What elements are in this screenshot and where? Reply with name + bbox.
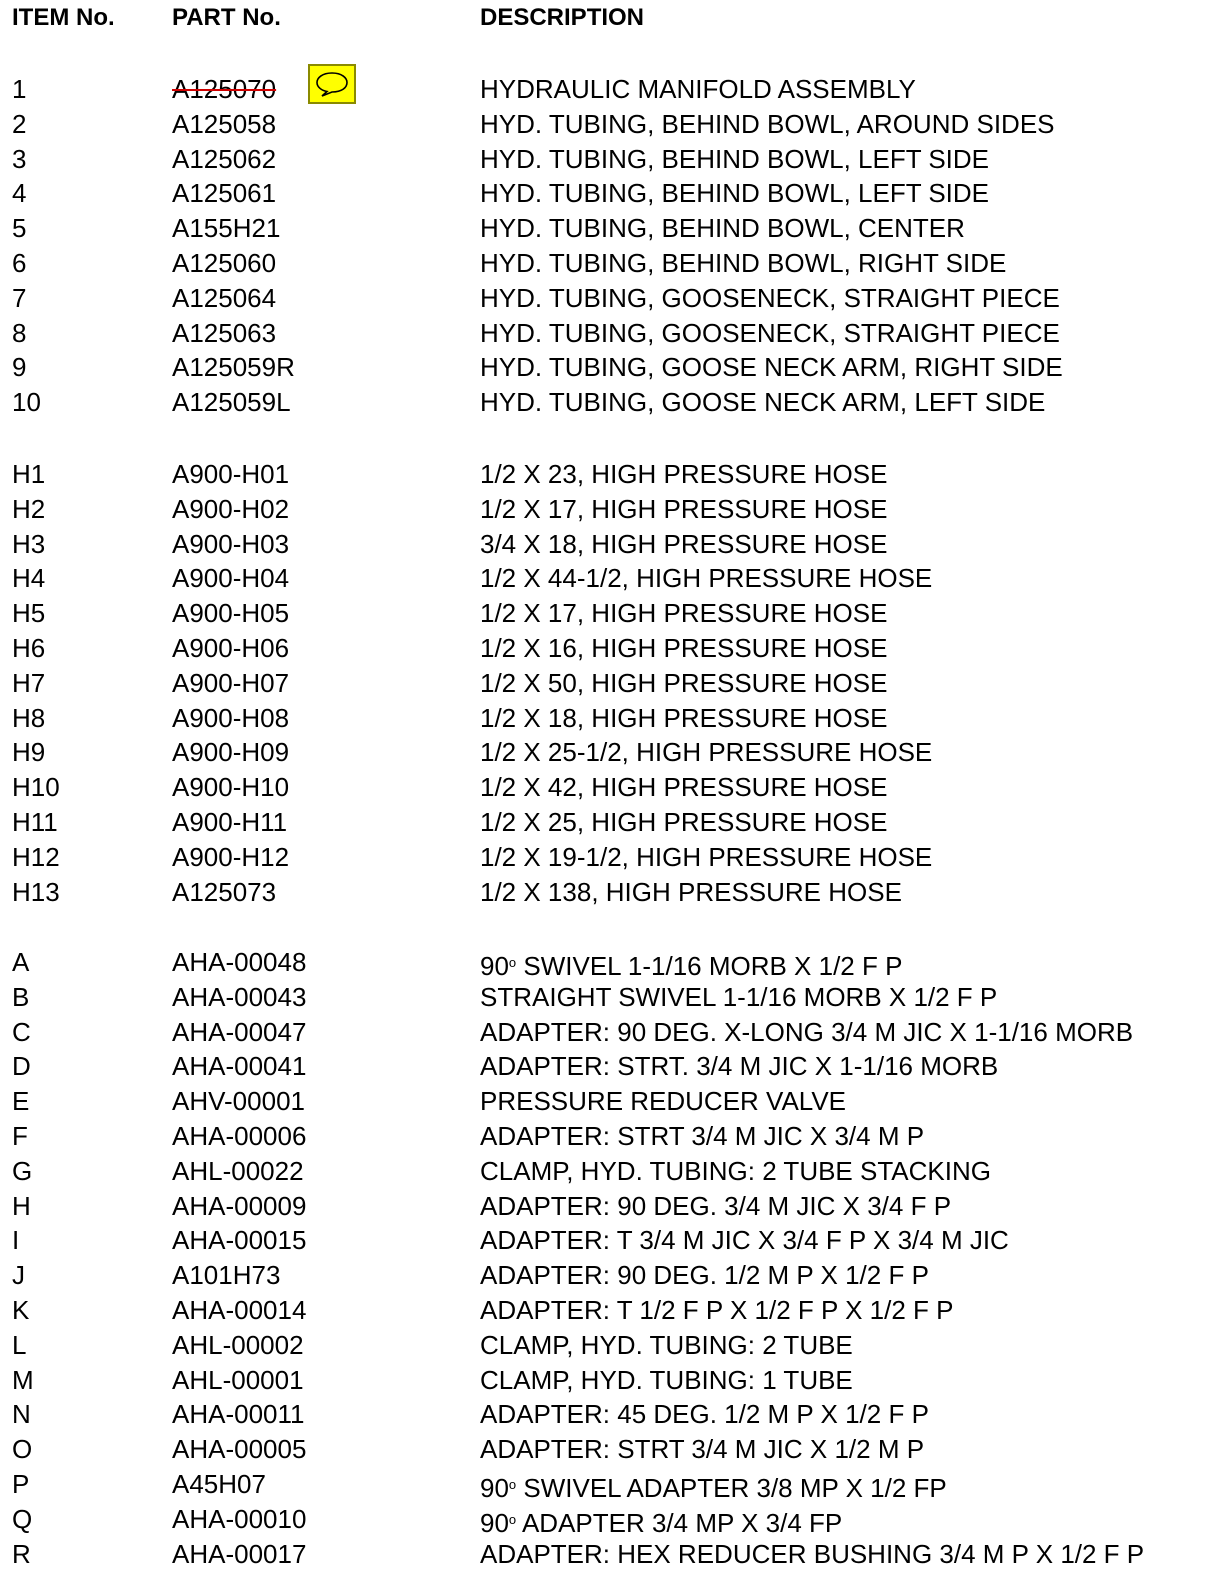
description-text: SWIVEL 1-1/16 MORB X 1/2 F P	[516, 951, 903, 981]
description-cell: 1/2 X 50, HIGH PRESSURE HOSE	[480, 667, 888, 698]
item-no-cell: H4	[12, 563, 46, 594]
item-no-cell: H10	[12, 772, 60, 803]
description-cell: HYD. TUBING, GOOSE NECK ARM, LEFT SIDE	[480, 387, 1046, 418]
description-cell: ADAPTER: STRT. 3/4 M JIC X 1-1/16 MORB	[480, 1051, 999, 1082]
table-row	[0, 1328, 1232, 1363]
description-cell: PRESSURE REDUCER VALVE	[480, 1086, 847, 1117]
description-cell: 1/2 X 17, HIGH PRESSURE HOSE	[480, 493, 888, 524]
description-cell: HYD. TUBING, GOOSE NECK ARM, RIGHT SIDE	[480, 352, 1063, 383]
table-row	[0, 1258, 1232, 1293]
table-row	[0, 72, 1232, 107]
table-row	[0, 561, 1232, 596]
degree-symbol: o	[508, 1477, 517, 1492]
description-cell: CLAMP, HYD. TUBING: 2 TUBE	[480, 1329, 853, 1360]
description-cell: 1/2 X 19-1/2, HIGH PRESSURE HOSE	[480, 841, 933, 872]
table-row	[0, 1084, 1232, 1119]
description-cell: 3/4 X 18, HIGH PRESSURE HOSE	[480, 528, 888, 559]
description-cell: 1/2 X 23, HIGH PRESSURE HOSE	[480, 459, 888, 489]
item-no-cell: R	[12, 1538, 31, 1569]
item-no-cell: H8	[12, 702, 46, 733]
description-cell	[480, 1467, 947, 1506]
item-no-cell: H9	[12, 737, 46, 768]
item-no-cell: 3	[12, 143, 27, 174]
description-cell: HYD. TUBING, BEHIND BOWL, LEFT SIDE	[480, 143, 990, 174]
table-header	[0, 4, 1232, 38]
table-row	[0, 1432, 1232, 1467]
item-no-cell: C	[12, 1016, 31, 1047]
part-no-cell: AHA-00041	[172, 1051, 307, 1082]
item-no-cell: H13	[12, 876, 60, 907]
description-cell: HYD. TUBING, GOOSENECK, STRAIGHT PIECE	[480, 317, 1060, 348]
item-no-cell: 2	[12, 108, 27, 139]
table-row	[0, 1502, 1232, 1537]
description-cell: 1/2 X 18, HIGH PRESSURE HOSE	[480, 702, 888, 733]
table-row	[0, 840, 1232, 875]
item-no-cell: B	[12, 981, 30, 1012]
item-no-cell: K	[12, 1295, 30, 1325]
header-item-no: ITEM No.	[12, 4, 115, 31]
description-cell: 1/2 X 42, HIGH PRESSURE HOSE	[480, 772, 888, 803]
table-row	[0, 316, 1232, 351]
part-no-cell: A900-H08	[172, 702, 290, 733]
part-no-cell: A125062	[172, 143, 277, 174]
item-no-cell: H11	[12, 807, 58, 837]
description-text: SWIVEL ADAPTER 3/8 MP X 1/2 FP	[516, 1473, 947, 1503]
description-cell: ADAPTER: STRT 3/4 M JIC X 3/4 M P	[480, 1121, 925, 1151]
description-text: ADAPTER 3/4 MP X 3/4 FP	[516, 1507, 843, 1538]
description-prefix: 90	[480, 1507, 509, 1538]
part-no-cell: AHL-00002	[172, 1329, 304, 1360]
description-cell: ADAPTER: HEX REDUCER BUSHING 3/4 M P X 1/2 F P	[480, 1538, 1145, 1569]
description-cell: HYD. TUBING, BEHIND BOWL, RIGHT SIDE	[480, 248, 1007, 278]
description-cell: HYD. TUBING, GOOSENECK, STRAIGHT PIECE	[480, 282, 1060, 313]
item-no-cell: H12	[12, 841, 60, 872]
part-no-cell: A900-H06	[172, 633, 290, 663]
table-row	[0, 246, 1232, 281]
part-no-cell: A125064	[172, 282, 277, 313]
item-no-cell: Q	[12, 1503, 33, 1534]
table-row	[0, 385, 1232, 420]
table-row	[0, 281, 1232, 316]
description-cell: ADAPTER: 90 DEG. 3/4 M JIC X 3/4 F P	[480, 1190, 952, 1221]
part-no-cell: AHA-00006	[172, 1121, 307, 1151]
table-row	[0, 1119, 1232, 1154]
description-cell: 1/2 X 138, HIGH PRESSURE HOSE	[480, 876, 902, 907]
description-cell: 1/2 X 25, HIGH PRESSURE HOSE	[480, 807, 888, 837]
part-no-cell: A900-H05	[172, 598, 290, 629]
degree-symbol: o	[508, 955, 517, 970]
item-no-cell: 4	[12, 178, 27, 209]
part-no-cell: A125070	[172, 74, 277, 104]
description-prefix: 90	[480, 1473, 509, 1503]
item-no-cell: A	[12, 947, 30, 977]
item-no-cell: H	[12, 1190, 31, 1221]
table-row	[0, 1049, 1232, 1084]
table-row	[0, 492, 1232, 527]
part-no-cell: AHA-00048	[172, 947, 307, 977]
description-cell	[480, 945, 902, 984]
item-no-cell: H6	[12, 633, 46, 663]
part-no-cell: A125058	[172, 108, 277, 139]
item-no-cell: N	[12, 1399, 31, 1430]
table-row	[0, 1154, 1232, 1189]
part-no-cell: A900-H07	[172, 667, 290, 698]
description-cell: HYD. TUBING, BEHIND BOWL, LEFT SIDE	[480, 178, 990, 209]
part-no-cell: A125061	[172, 178, 277, 209]
item-no-cell: I	[12, 1225, 20, 1256]
table-row	[0, 457, 1232, 492]
table-row	[0, 701, 1232, 736]
table-row	[0, 1189, 1232, 1224]
description-cell: CLAMP, HYD. TUBING: 1 TUBE	[480, 1364, 853, 1395]
description-cell: ADAPTER: 90 DEG. X-LONG 3/4 M JIC X 1-1/16 MORB	[480, 1016, 1134, 1047]
part-no-cell: A125059R	[172, 352, 295, 383]
table-row	[0, 1223, 1232, 1258]
item-no-cell: 7	[12, 282, 27, 313]
part-no-cell: AHV-00001	[172, 1086, 305, 1117]
table-row	[0, 1537, 1232, 1572]
part-no-cell: A900-H04	[172, 563, 290, 594]
item-no-cell: M	[12, 1364, 34, 1395]
part-no-cell: A900-H12	[172, 841, 290, 872]
description-cell: 1/2 X 16, HIGH PRESSURE HOSE	[480, 633, 888, 663]
table-row	[0, 1467, 1232, 1502]
item-no-cell: 8	[12, 317, 27, 348]
table-row	[0, 1293, 1232, 1328]
description-cell: 1/2 X 44-1/2, HIGH PRESSURE HOSE	[480, 563, 933, 594]
item-no-cell: E	[12, 1086, 30, 1117]
description-cell: 1/2 X 17, HIGH PRESSURE HOSE	[480, 598, 888, 629]
part-no-cell: A101H73	[172, 1260, 281, 1291]
item-no-cell: L	[12, 1329, 27, 1360]
description-cell: STRAIGHT SWIVEL 1-1/16 MORB X 1/2 F P	[480, 981, 998, 1012]
part-no-cell: AHA-00017	[172, 1538, 307, 1569]
item-no-cell: H7	[12, 667, 46, 698]
part-no-cell: AHA-00011	[172, 1399, 305, 1430]
part-no-cell: A900-H03	[172, 528, 290, 559]
part-no-cell: AHA-00010	[172, 1503, 307, 1534]
table-row	[0, 107, 1232, 142]
part-no-cell: A900-H11	[172, 807, 288, 837]
part-no-cell: A155H21	[172, 213, 281, 244]
item-no-cell: P	[12, 1469, 30, 1499]
header-part-no: PART No.	[172, 4, 281, 31]
item-no-cell: J	[12, 1260, 25, 1291]
part-no-cell: A900-H10	[172, 772, 290, 803]
part-no-cell: A900-H01	[172, 459, 290, 489]
item-no-cell: 5	[12, 213, 27, 244]
part-no-cell: AHA-00015	[172, 1225, 307, 1256]
part-no-cell: A125059L	[172, 387, 291, 418]
part-no-cell: A45H07	[172, 1469, 266, 1499]
description-cell: ADAPTER: 90 DEG. 1/2 M P X 1/2 F P	[480, 1260, 929, 1291]
table-row	[0, 142, 1232, 177]
item-no-cell: F	[12, 1121, 28, 1151]
description-cell: ADAPTER: T 3/4 M JIC X 3/4 F P X 3/4 M JIC	[480, 1225, 1009, 1256]
table-row	[0, 350, 1232, 385]
part-no-cell: A900-H09	[172, 737, 290, 768]
item-no-cell: D	[12, 1051, 31, 1082]
table-row	[0, 1015, 1232, 1050]
description-cell: ADAPTER: 45 DEG. 1/2 M P X 1/2 F P	[480, 1399, 929, 1430]
part-no-cell: AHA-00009	[172, 1190, 307, 1221]
item-no-cell: H3	[12, 528, 46, 559]
item-no-cell: H1	[12, 459, 46, 489]
description-cell: ADAPTER: T 1/2 F P X 1/2 F P X 1/2 F P	[480, 1295, 954, 1325]
table-row	[0, 875, 1232, 910]
table-row	[0, 176, 1232, 211]
header-description: DESCRIPTION	[480, 4, 645, 31]
table-row	[0, 980, 1232, 1015]
item-no-cell: 6	[12, 248, 27, 278]
degree-symbol: o	[508, 1511, 517, 1527]
part-no-cell: AHL-00022	[172, 1155, 304, 1186]
part-no-cell: AHA-00014	[172, 1295, 307, 1325]
description-cell: CLAMP, HYD. TUBING: 2 TUBE STACKING	[480, 1155, 991, 1186]
part-no-cell: A900-H02	[172, 493, 290, 524]
item-no-cell: H2	[12, 493, 46, 524]
table-row	[0, 1363, 1232, 1398]
description-cell	[480, 1502, 842, 1541]
item-no-cell: 1	[12, 74, 27, 104]
part-no-cell: AHA-00005	[172, 1434, 307, 1465]
description-cell: HYD. TUBING, BEHIND BOWL, CENTER	[480, 213, 965, 244]
table-row	[0, 596, 1232, 631]
table-row	[0, 770, 1232, 805]
description-cell: HYDRAULIC MANIFOLD ASSEMBLY	[480, 74, 916, 104]
part-no-cell: A125063	[172, 317, 277, 348]
item-no-cell: 10	[12, 387, 41, 418]
table-row	[0, 1397, 1232, 1432]
part-no-cell: AHA-00043	[172, 981, 307, 1012]
part-no-cell: AHA-00047	[172, 1016, 307, 1047]
table-row	[0, 527, 1232, 562]
table-row	[0, 735, 1232, 770]
description-cell: HYD. TUBING, BEHIND BOWL, AROUND SIDES	[480, 108, 1055, 139]
item-no-cell: H5	[12, 598, 46, 629]
part-no-cell: AHL-00001	[172, 1364, 304, 1395]
description-cell: ADAPTER: STRT 3/4 M JIC X 1/2 M P	[480, 1434, 925, 1465]
description-cell: 1/2 X 25-1/2, HIGH PRESSURE HOSE	[480, 737, 933, 768]
part-no-cell: A125073	[172, 876, 277, 907]
description-prefix: 90	[480, 951, 509, 981]
table-row	[0, 805, 1232, 840]
table-row	[0, 945, 1232, 980]
table-row	[0, 666, 1232, 701]
item-no-cell: O	[12, 1434, 33, 1465]
table-row	[0, 631, 1232, 666]
part-no-cell: A125060	[172, 248, 277, 278]
item-no-cell: 9	[12, 352, 27, 383]
item-no-cell: G	[12, 1155, 33, 1186]
table-row	[0, 211, 1232, 246]
